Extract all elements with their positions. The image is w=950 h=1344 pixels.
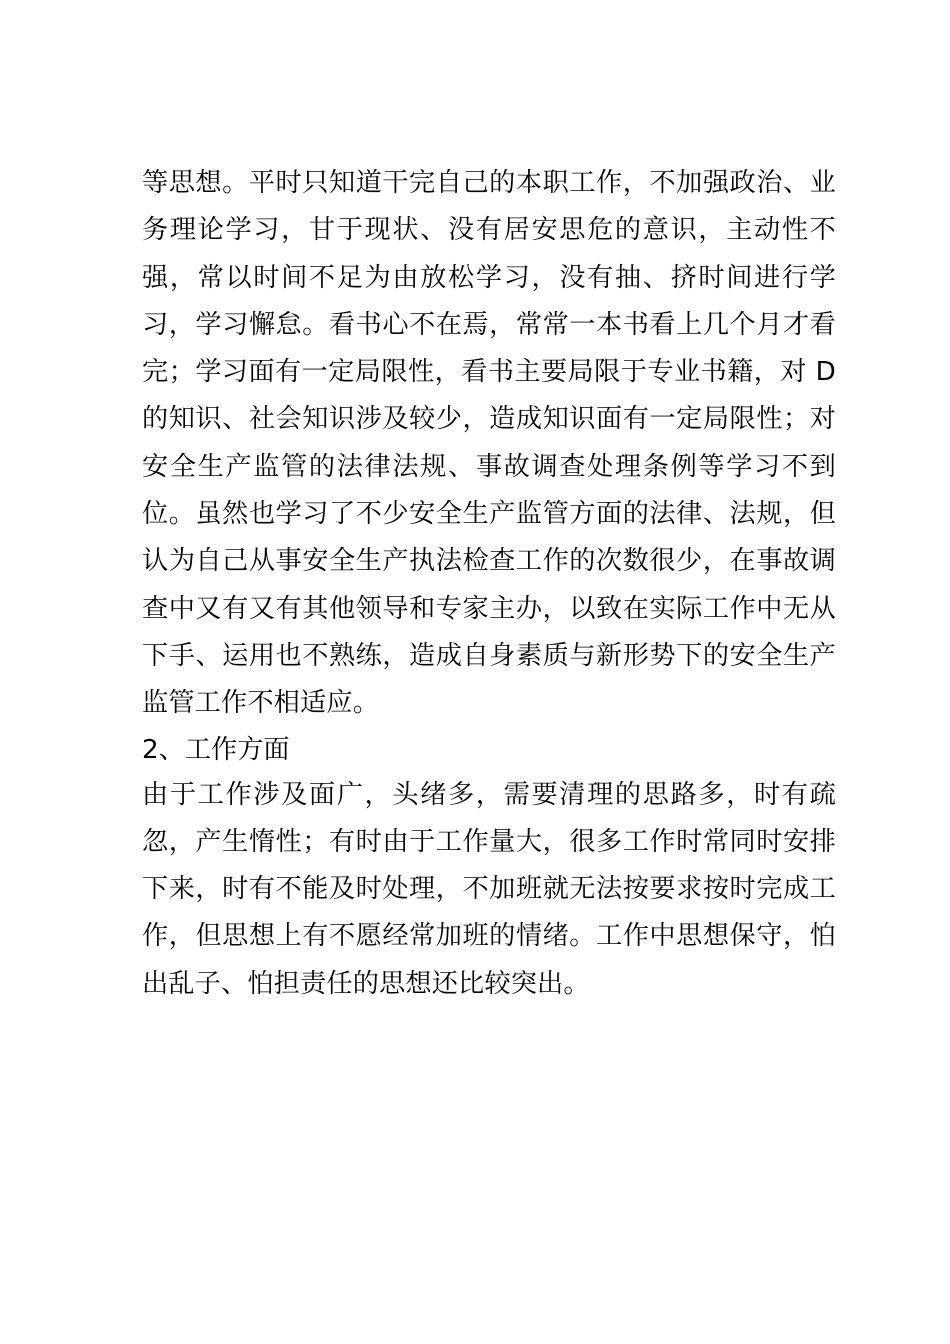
text-column (142, 160, 836, 1008)
paragraph-work-aspect: 由于工作涉及面广，头绪多，需要清理的思路多，时有疏忽，产生惰性；有时由于工作量大，很多工作时常同时安排下来，时有不能及时处理，不加班就无法按要求按时完成工作，但思想上有不愿经常加班的情绪。工作中思想保守，怕出乱子、怕担责任的思想还比较突出。 (142, 779, 836, 999)
heading-work-aspect: 2、工作方面 (142, 734, 290, 765)
paragraph-study-aspect-continued: 等思想。平时只知道干完自己的本职工作，不加强政治、业务理论学习，甘于现状、没有居安思危的意识，主动性不强，常以时间不足为由放松学习，没有抽、挤时间进行学习，学习懈怠。看书心不在焉，常常一本书看上几个月才看完；学习面有一定局限性，看书主要局限于专业书籍，对 D 的知识、社会知识涉及较少，造成知识面有一定局限性；对安全生产监管的法律法规、事故调查处理条例等学习不到位。虽然也学习了不少安全生产监管方面的法律、法规，但认为自己从事安全生产执法检查工作的次数很少，在事故调查中又有又有其他领导和专家主办，以致在实际工作中无从下手、运用也不熟练，造成自身素质与新形势下的安全生产监管工作不相适应。 (142, 168, 836, 719)
